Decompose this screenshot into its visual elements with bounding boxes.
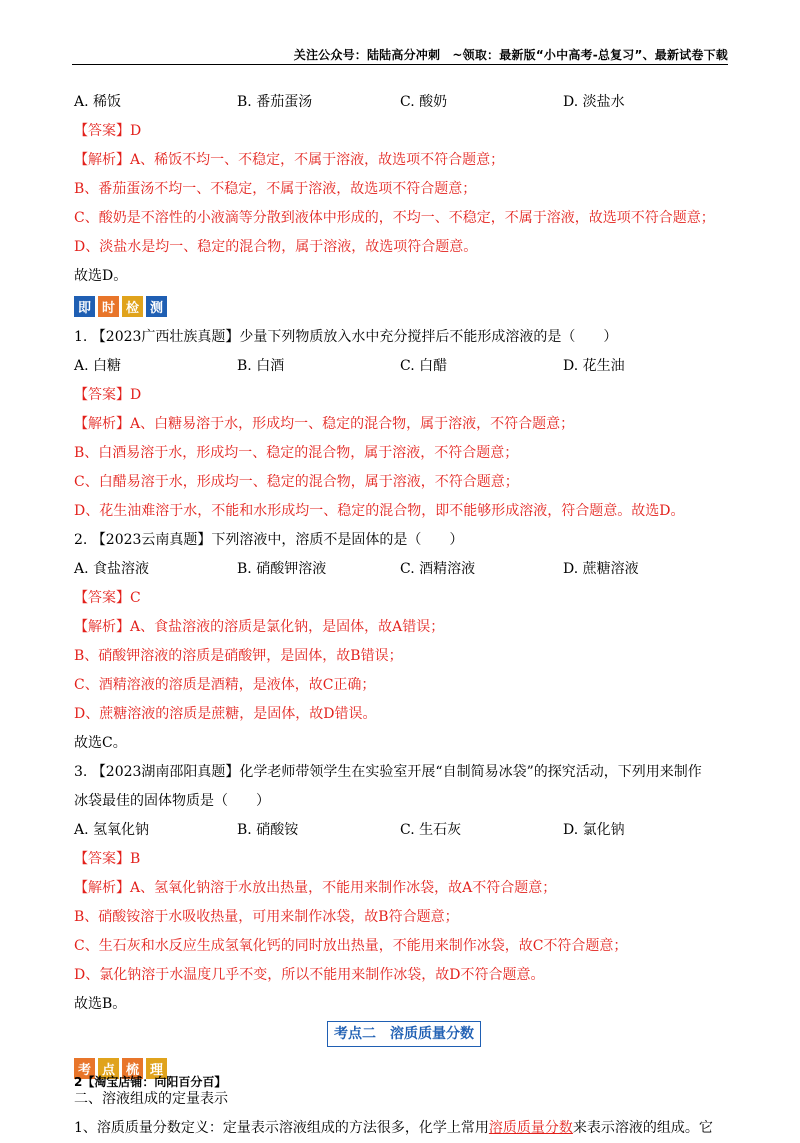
option: A. 稀饭 — [74, 94, 122, 110]
analysis-line: D、花生油难溶于水，不能和水形成均一、稳定的混合物，即不能够形成溶液，符合题意。故选D。 — [74, 503, 685, 519]
badge-char: 理 — [146, 1058, 167, 1079]
analysis-line: C、酸奶是不溶性的小液滴等分散到液体中形成的，不均一、不稳定，不属于溶液，故选项不符合题意； — [74, 210, 715, 226]
option: B. 白酒 — [237, 358, 285, 374]
analysis-line: 【解析】A、白糖易溶于水，形成均一、稳定的混合物，属于溶液，不符合题意； — [74, 416, 575, 432]
option: A. 氢氧化钠 — [74, 822, 150, 838]
analysis-line: C、生石灰和水反应生成氢氧化钙的同时放出热量，不能用来制作冰袋，故C不符合题意； — [74, 938, 628, 954]
conclusion-line: 故选B。 — [74, 996, 127, 1012]
question-options — [74, 555, 734, 584]
analysis-line: D、氯化钠溶于水温度几乎不变，所以不能用来制作冰袋，故D不符合题意。 — [74, 967, 545, 983]
badge-char: 测 — [146, 296, 167, 317]
question-stem: 冰袋最佳的固体物质是（ ） — [74, 793, 270, 809]
section-title-wrap — [74, 1021, 734, 1053]
option: A. 白糖 — [74, 358, 122, 374]
option: B. 硝酸铵 — [237, 822, 299, 838]
option: C. 酸奶 — [400, 94, 448, 110]
option: C. 生石灰 — [400, 822, 462, 838]
badge-char: 时 — [98, 296, 119, 317]
page-header: 关注公众号：陆陆高分冲刺 ~领取：最新版“小中高考-总复习”、最新试卷下载 — [293, 48, 728, 62]
option: B. 番茄蛋汤 — [237, 94, 313, 110]
analysis-line: 【解析】A、食盐溶液的溶质是氯化钠，是固体，故A错误； — [74, 619, 445, 635]
badge-char: 考 — [74, 1058, 95, 1079]
page-content — [74, 88, 734, 1143]
analysis-line: C、白醋易溶于水，形成均一、稳定的混合物，属于溶液，不符合题意； — [74, 474, 519, 490]
analysis-line: B、番茄蛋汤不均一、不稳定，不属于溶液，故选项不符合题意； — [74, 181, 477, 197]
badge-char: 梳 — [122, 1058, 143, 1079]
question-options — [74, 352, 734, 381]
answer-line: 【答案】D — [74, 123, 142, 139]
body-heading: 二、溶液组成的定量表示 — [74, 1091, 228, 1107]
analysis-line: B、白酒易溶于水，形成均一、稳定的混合物，属于溶液，不符合题意； — [74, 445, 519, 461]
option: A. 食盐溶液 — [74, 561, 150, 577]
badge-char: 即 — [74, 296, 95, 317]
option: C. 白醋 — [400, 358, 448, 374]
para-suffix: 来表示溶液的组成。它 — [572, 1120, 713, 1136]
key-term: 溶质质量分数 — [488, 1120, 573, 1136]
conclusion-line: 故选C。 — [74, 735, 127, 751]
option: D. 花生油 — [563, 358, 625, 374]
option: C. 酒精溶液 — [400, 561, 476, 577]
analysis-line: B、硝酸铵溶于水吸收热量，可用来制作冰袋，故B符合题意； — [74, 909, 459, 925]
analysis-line: B、硝酸钾溶液的溶质是硝酸钾，是固体，故B错误； — [74, 648, 403, 664]
option: D. 蔗糖溶液 — [563, 561, 639, 577]
section-title: 考点二 溶质质量分数 — [327, 1021, 481, 1047]
question-stem: 2. 【2023云南真题】下列溶液中，溶质不是固体的是（ ） — [74, 532, 464, 548]
intro-options — [74, 88, 734, 117]
question-stem: 1. 【2023广西壮族真题】少量下列物质放入水中充分搅拌后不能形成溶液的是（ ） — [74, 329, 618, 345]
analysis-line: C、酒精溶液的溶质是酒精，是液体，故C正确； — [74, 677, 376, 693]
analysis-line: D、蔗糖溶液的溶质是蔗糖，是固体，故D错误。 — [74, 706, 377, 722]
answer-line: 【答案】C — [74, 590, 141, 606]
option: B. 硝酸钾溶液 — [237, 561, 327, 577]
para-prefix: 1、溶质质量分数定义：定量表示溶液组成的方法很多，化学上常用 — [74, 1120, 489, 1136]
section-badge-instant-check — [74, 296, 734, 317]
option: D. 淡盐水 — [563, 94, 625, 110]
analysis-line: 【解析】A、氢氧化钠溶于水放出热量，不能用来制作冰袋，故A不符合题意； — [74, 880, 557, 896]
body-paragraph — [74, 1114, 734, 1143]
analysis-line: 【解析】A、稀饭不均一、不稳定，不属于溶液，故选项不符合题意； — [74, 152, 505, 168]
option: D. 氯化钠 — [563, 822, 625, 838]
analysis-line: D、淡盐水是均一、稳定的混合物，属于溶液，故选项符合题意。 — [74, 239, 478, 255]
answer-line: 【答案】D — [74, 387, 142, 403]
badge-char: 检 — [122, 296, 143, 317]
question-stem: 3. 【2023湖南邵阳真题】化学老师带领学生在实验室开展“自制简易冰袋”的探究活动，下列用来制作 — [74, 764, 702, 780]
question-options — [74, 816, 734, 845]
badge-char: 点 — [98, 1058, 119, 1079]
page-footer: 2【淘宝店铺：向阳百分百】 — [74, 1075, 227, 1089]
answer-line: 【答案】B — [74, 851, 141, 867]
header-rule — [72, 64, 728, 65]
conclusion-line: 故选D。 — [74, 268, 128, 284]
